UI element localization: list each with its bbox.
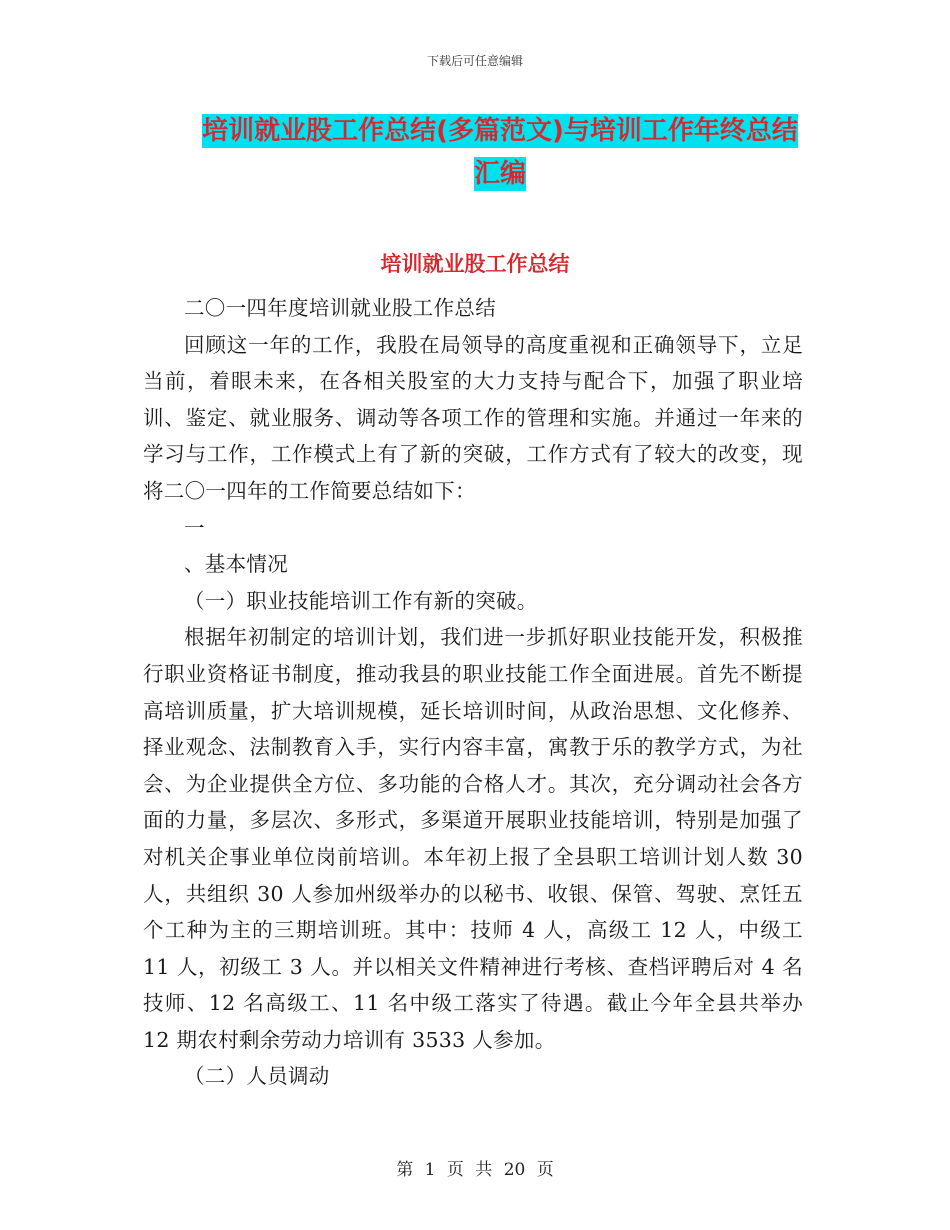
document-title-line-2: 汇编 bbox=[473, 159, 526, 189]
document-title bbox=[150, 110, 850, 196]
paragraph-numeral-one: 一 bbox=[184, 515, 205, 540]
page-number: 第 1 页 共 20 页 bbox=[396, 1160, 554, 1180]
document-body bbox=[143, 290, 803, 1095]
paragraph-subheading-1: （一）职业技能培训工作有新的突破。 bbox=[184, 588, 538, 613]
paragraph-year-heading: 二〇一四年度培训就业股工作总结 bbox=[184, 296, 496, 320]
paragraph-review: 回顾这一年的工作，我股在局领导的高度重视和正确领导下，立足当前，着眼未来，在各相关股室的大力支持与配合下，加强了职业培训、鉴定、就业服务、调动等各项工作的管理和实施。并通过一年来的学习与工作，工作模式上有了新的突破，工作方式有了较大的改变，现将二〇一四年的工作简要总结如下： bbox=[143, 332, 803, 503]
document-title-line-1: 培训就业股工作总结(多篇范文)与培训工作年终总结 bbox=[202, 116, 798, 146]
paragraph-subheading-2: （二）人员调动 bbox=[184, 1064, 330, 1089]
paragraph-basic-situation: 、基本情况 bbox=[184, 552, 288, 577]
section-title: 培训就业股工作总结 bbox=[380, 252, 570, 276]
page-header-note: 下载后可任意编辑 bbox=[426, 54, 523, 68]
paragraph-training-detail: 根据年初制定的培训计划，我们进一步抓好职业技能开发，积极推行职业资格证书制度，推动我县的职业技能工作全面进展。首先不断提高培训质量，扩大培训规模，延长培训时间，从政治思想、文化修养、择业观念、法制教育入手，实行内容丰富，寓教于乐的教学方式，为社会、为企业提供全方位、多功能的合格人才。其次，充分调动社会各方面的力量，多层次、多形式，多渠道开展职业技能培训，特别是加强了对机关企事业单位岗前培训。本年初上报了全县职工培训计划人数 30 人，共组织 30 人参加州级举办的以秘书、收银、保管、驾驶、烹饪五个工种为主的三期培训班。其中：技师 4 人，高级工 12 人，中级工 11 人，初级工 3 人。并以相关文件精神进行考核、查档评聘后对 4 名技师、12 名高级工、11 名中级工落实了待遇。截止今年全县共举办 12 期农村剩余劳动力培训有 3533 人参加。 bbox=[143, 625, 803, 1052]
